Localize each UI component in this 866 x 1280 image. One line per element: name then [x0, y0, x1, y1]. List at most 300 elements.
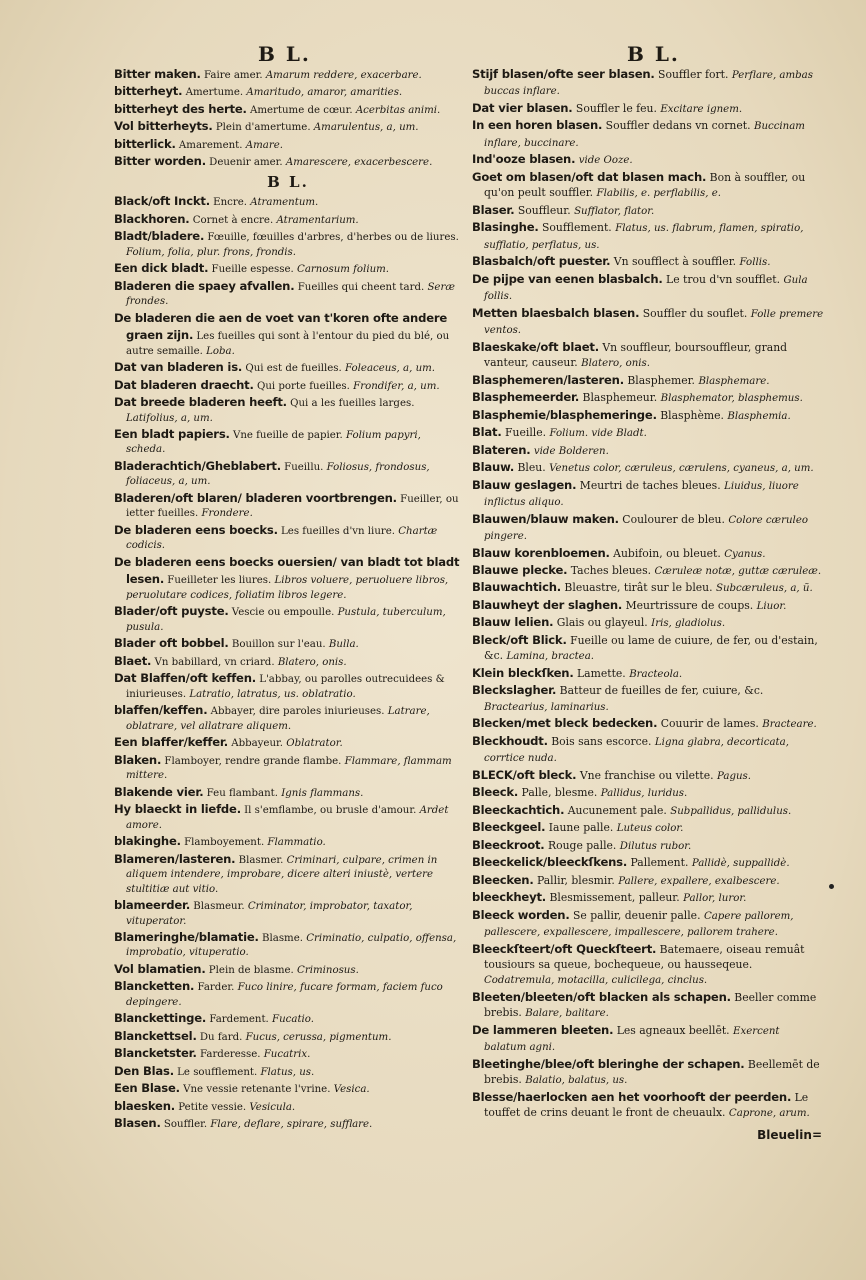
entry-latin-gloss: Ignis flammans. [281, 787, 364, 799]
entry-headword: De pijpe van eenen blasbalch. [472, 271, 663, 286]
entry-latin-gloss: Flabilis, e. perflabilis, e. [596, 188, 722, 200]
entry-french-gloss: Beeller comme brebis. [484, 990, 817, 1020]
entry-headword: De bladeren eens boecks. [114, 522, 278, 537]
entry-headword: Bladeren die spaey afvallen. [114, 278, 295, 293]
entry-french-gloss: Abbayer, dire paroles iniurieuses. [207, 706, 388, 718]
dictionary-entry [114, 136, 462, 153]
entry-headword: Bitter worden. [114, 154, 206, 169]
left-column [114, 66, 462, 1133]
entry-latin-gloss: Excitare ignem. [660, 103, 743, 115]
entry-french-gloss: Fueilleter les liures. [164, 575, 275, 587]
entry-headword: Dat breede bladeren heeft. [114, 395, 287, 410]
entry-headword: Bleeckgeel. [472, 820, 546, 835]
entry-french-gloss: Blasphemer. [623, 373, 699, 387]
entry-french-gloss: Bois sans escorce. [547, 734, 655, 748]
entry-french-gloss: Vne franchise ou vilette. [576, 768, 717, 782]
entry-french-gloss: Feu flambant. [203, 787, 282, 799]
dictionary-entry [114, 310, 462, 359]
entry-latin-gloss: Folium papyri, scheda. [126, 429, 421, 456]
dictionary-entry [472, 941, 824, 989]
entry-headword: Blackhoren. [114, 211, 190, 226]
entry-headword: Ind'ooze blasen. [472, 152, 576, 167]
entry-headword: bitterheyt des herte. [114, 101, 247, 116]
dictionary-entry [114, 734, 462, 751]
dictionary-entry [114, 833, 462, 850]
entry-french-gloss: Vn soufflect à souffler. [610, 255, 740, 269]
entry-headword: Dat vier blasen. [472, 100, 573, 115]
dictionary-entry [472, 837, 824, 854]
dictionary-entry [114, 153, 462, 170]
entry-french-gloss: Blasmeur. [190, 901, 248, 913]
entry-french-gloss: Se pallir, deuenir palle. [569, 908, 704, 922]
dictionary-entry [472, 767, 824, 784]
entry-french-gloss: Cornet à encre. [189, 214, 277, 226]
dictionary-entry [472, 1022, 824, 1056]
dictionary-entry [472, 854, 824, 871]
entry-latin-gloss: Flatus, us. [260, 1066, 315, 1078]
entry-headword: Bleeck. [472, 785, 519, 800]
entry-latin-gloss: Flammatio. [267, 837, 326, 849]
entry-latin-gloss: Carnosum folium. [297, 264, 390, 276]
entry-headword: Blasen. [114, 1116, 161, 1131]
dictionary-entry [114, 1045, 462, 1062]
entry-french-gloss: Palle, blesme. [518, 786, 601, 800]
entry-latin-gloss: Atramentarium. [276, 214, 359, 226]
dictionary-entry [472, 100, 824, 117]
entry-latin-gloss: vide Ooze. [578, 155, 633, 167]
dictionary-entry [472, 372, 824, 389]
entry-french-gloss: Vne fueille de papier. [229, 429, 346, 441]
entry-headword: Den Blas. [114, 1063, 174, 1078]
entry-headword: Een Blase. [114, 1081, 180, 1096]
entry-french-gloss: Batteur de fueilles de fer, cuiure, &c. [556, 684, 764, 698]
entry-french-gloss: Amertume. [182, 87, 247, 99]
entry-headword: Blasphemeerder. [472, 390, 580, 405]
dictionary-entry [472, 562, 824, 579]
entry-headword: Blader/oft puyste. [114, 604, 229, 619]
entry-headword: Een dick bladt. [114, 261, 209, 276]
entry-headword: Blecken/met bleck bedecken. [472, 716, 658, 731]
dictionary-entry [114, 83, 462, 100]
dictionary-entry [472, 665, 824, 682]
entry-headword: Klein bleckſken. [472, 665, 574, 680]
dictionary-entry [472, 339, 824, 372]
entry-french-gloss: Souffleur. [514, 203, 575, 217]
entry-headword: Dat Blaffen/oft keffen. [114, 671, 256, 686]
entry-latin-gloss: Amaritudo, amaror, amarities. [246, 87, 403, 99]
entry-french-gloss: Le trou d'vn soufflet. [662, 272, 784, 286]
entry-latin-gloss: Blasphemia. [727, 410, 791, 422]
entry-latin-gloss: Frondere. [201, 508, 253, 520]
dictionary-entry [472, 733, 824, 767]
entry-french-gloss: Plein d'amertume. [212, 122, 314, 134]
entry-headword: Blanckettinge. [114, 1011, 207, 1026]
entry-latin-gloss: Fucus, cerussa, pigmentum. [245, 1031, 392, 1043]
entry-latin-gloss: Amarescere, exacerbescere. [285, 157, 433, 169]
entry-latin-gloss: Perflare, ambas buccas inflare. [484, 70, 813, 98]
dictionary-entry [472, 407, 824, 424]
dictionary-entry [114, 458, 462, 490]
dictionary-entry [114, 784, 462, 801]
entry-latin-gloss: Folium, folia, plur. frons, frondis. [126, 246, 297, 258]
entry-latin-gloss: Atramentum. [250, 197, 319, 209]
entry-headword: Bleck/oft Blick. [472, 632, 567, 647]
entry-french-gloss: Amertume de cœur. [246, 104, 356, 116]
entry-latin-gloss: Amarulentus, a, um. [313, 122, 419, 134]
dictionary-entry [114, 897, 462, 929]
entry-headword: Bleckslagher. [472, 683, 557, 698]
entry-latin-gloss: Ligna glabra, decorticata, corrtice nuda. [484, 736, 789, 765]
dictionary-entry [114, 522, 462, 554]
entry-headword: Blaken. [114, 752, 162, 767]
entry-headword: In een horen blasen. [472, 118, 603, 133]
entry-latin-gloss: Vesica. [333, 1084, 370, 1096]
entry-latin-gloss: Criminosus. [297, 964, 359, 976]
entry-french-gloss: Iaune palle. [545, 821, 617, 835]
dictionary-entry [472, 989, 824, 1022]
entry-latin-gloss: Foleaceus, a, um. [345, 363, 436, 375]
dictionary-entry [114, 978, 462, 1010]
entry-french-gloss: Aucunement pale. [564, 803, 671, 817]
entry-headword: blameerder. [114, 898, 191, 913]
dictionary-entry [472, 442, 824, 459]
entry-french-gloss: Qui porte fueilles. [253, 380, 354, 392]
entry-headword: bitterheyt. [114, 84, 183, 99]
dictionary-entry [114, 752, 462, 784]
entry-french-gloss: Plein de blasme. [205, 964, 298, 976]
entry-latin-gloss: Fucatio. [272, 1014, 315, 1026]
entry-headword: Blesse/haerlocken aen het voorhooft der peerden. [472, 1089, 792, 1104]
entry-french-gloss: Farderesse. [196, 1049, 264, 1061]
entry-french-gloss: Flamboyer, rendre grande flambe. [161, 755, 345, 767]
entry-latin-gloss: Bracteola. [629, 668, 683, 680]
entry-latin-gloss: Loba. [206, 345, 235, 357]
entry-french-gloss: Fueillu. [280, 461, 327, 473]
entry-headword: Blauwachtich. [472, 580, 561, 595]
entry-latin-gloss: Colore cæruleo pingere. [484, 514, 808, 543]
entry-french-gloss: Vne vessie retenante l'vrine. [179, 1084, 334, 1096]
entry-latin-gloss: Venetus color, cæruleus, cærulens, cyaneus, a, um. [549, 463, 814, 475]
entry-french-gloss: Meurtri de taches bleues. [576, 478, 725, 492]
dictionary-entry [472, 389, 824, 406]
entry-headword: De bladeren die aen de voet van t'koren ofte andere graen zijn. [114, 310, 448, 343]
entry-headword: Blasphemeren/lasteren. [472, 372, 624, 387]
dictionary-entry [114, 603, 462, 635]
entry-french-gloss: Coulourer de bleu. [618, 512, 729, 526]
entry-latin-gloss: Liuor. [756, 600, 787, 612]
entry-french-gloss: Farder. [194, 982, 238, 994]
dictionary-entry [114, 260, 462, 277]
entry-french-gloss: Bleu. [514, 461, 550, 475]
entry-latin-gloss: Oblatrator. [286, 738, 343, 750]
dictionary-entry [472, 682, 824, 715]
entry-french-gloss: Souffler dedans vn cornet. [602, 119, 754, 133]
entry-latin-gloss: Vesicula. [249, 1101, 296, 1113]
entry-french-gloss: Fueille. [501, 426, 550, 440]
dictionary-entry [472, 1089, 824, 1122]
entry-latin-gloss: Balare, balitare. [525, 1008, 609, 1020]
dictionary-entry [472, 802, 824, 819]
entry-french-gloss: Les agneaux beellēt. [613, 1023, 734, 1037]
entry-latin-gloss: Criminator, improbator, taxator, vituperator. [126, 901, 413, 927]
entry-headword: Dat van bladeren is. [114, 360, 243, 375]
entry-latin-gloss: Cyanus. [724, 548, 766, 560]
entry-french-gloss: Amarement. [175, 139, 246, 151]
entry-french-gloss: Rouge palle. [544, 838, 620, 852]
entry-french-gloss: Vescie ou empoulle. [228, 607, 338, 619]
entry-french-gloss: Blasme. [258, 933, 307, 944]
entry-headword: Vol bitterheyts. [114, 119, 213, 134]
dictionary-entry [472, 219, 824, 253]
entry-latin-gloss: Fuco linire, fucare formam, faciem fuco depingere. [126, 982, 443, 1008]
entry-latin-gloss: Chartæ codicis. [126, 525, 438, 552]
entry-headword: Blauw. [472, 460, 515, 475]
dictionary-entry [114, 359, 462, 376]
entry-latin-gloss: Codatremula, motacilla, culicilega, cinclus. [484, 975, 708, 987]
entry-french-gloss: Blesmissement, palleur. [546, 891, 684, 905]
entry-headword: Blateren. [472, 442, 531, 457]
right-column-entries [472, 66, 824, 1122]
dictionary-entry [472, 511, 824, 545]
entry-french-gloss: Encre. [209, 197, 251, 209]
entry-french-gloss: Le soufflement. [173, 1066, 261, 1078]
dictionary-entry [114, 1080, 462, 1097]
dictionary-entry [472, 715, 824, 732]
entry-headword: Blat. [472, 425, 502, 440]
entry-headword: blaffen/keffen. [114, 703, 208, 718]
entry-french-gloss: Lamette. [573, 666, 630, 680]
dictionary-entry [114, 702, 462, 734]
dictionary-entry [472, 66, 824, 100]
dictionary-entry [472, 477, 824, 511]
entry-latin-gloss: Latratio, latratus, us. oblatratio. [189, 688, 356, 700]
entry-headword: Bleeck worden. [472, 907, 570, 922]
entry-headword: Een blaffer/keffer. [114, 735, 228, 750]
dictionary-entry [472, 1056, 824, 1089]
entry-headword: Bitter maken. [114, 67, 201, 81]
entry-headword: Bleeckſteert/oft Queckſteert. [472, 941, 657, 956]
entry-latin-gloss: Caprone, arum. [728, 1108, 810, 1120]
entry-latin-gloss: Pallere, expallere, exalbescere. [618, 875, 780, 887]
entry-latin-gloss: Acerbitas animi. [355, 104, 441, 116]
section-subheading: B L. [267, 172, 309, 191]
dictionary-entry [114, 66, 462, 83]
entry-latin-gloss: vide Bolderen. [533, 445, 609, 457]
entry-headword: Bleeckelick/bleeckſkens. [472, 855, 628, 870]
entry-french-gloss: Souffler du souflet. [639, 306, 751, 320]
entry-french-gloss: Glais ou glayeul. [553, 616, 652, 630]
entry-headword: Stijf blasen/ofte seer blasen. [472, 67, 655, 81]
dictionary-entry [114, 193, 462, 210]
entry-headword: Blaet. [114, 653, 152, 668]
dictionary-entry [114, 228, 462, 260]
entry-french-gloss: Vn babillard, vn criard. [151, 656, 278, 668]
entry-french-gloss: Fueille ou lame de cuiure, de fer, ou d'estain, &c. [484, 633, 818, 663]
entry-french-gloss: Flamboyement. [180, 837, 268, 849]
entry-headword: Bleeten/bleeten/oft blacken als schapen. [472, 989, 731, 1004]
entry-french-gloss: Aubifoin, ou bleuet. [609, 546, 725, 560]
entry-french-gloss: Couurir de lames. [657, 717, 763, 731]
dictionary-entry [472, 424, 824, 441]
entry-latin-gloss: Subpallidus, pallidulus. [670, 805, 792, 817]
entry-latin-gloss: Criminatio, culpatio, offensa, improbatio, vituperatio. [126, 933, 457, 959]
dictionary-entry [472, 907, 824, 941]
dictionary-entry [114, 101, 462, 118]
entry-headword: Blauwen/blauw maken. [472, 511, 619, 526]
entry-french-gloss: Souffler le feu. [572, 101, 661, 115]
entry-latin-gloss: Exercent balatum agni. [484, 1025, 780, 1054]
dictionary-entry [114, 394, 462, 426]
dictionary-entry [472, 271, 824, 305]
entry-french-gloss: Blasmer. [235, 854, 287, 866]
entry-headword: Goet om blasen/oft dat blasen mach. [472, 169, 707, 184]
dictionary-entry [472, 202, 824, 219]
entry-french-gloss: Les fueilles qui sont à l'entour du pied du blé, ou autre semaille. [126, 331, 450, 357]
entry-latin-gloss: Blatero, onis. [277, 656, 347, 668]
entry-headword: bitterlick. [114, 136, 176, 151]
entry-latin-gloss: Balatio, balatus, us. [525, 1075, 628, 1087]
entry-latin-gloss: Amare. [245, 139, 283, 151]
entry-latin-gloss: Subcæruleus, a, ũ. [716, 583, 813, 595]
entry-headword: Blaser. [472, 202, 515, 217]
entry-french-gloss: Abbayeur. [227, 738, 287, 750]
dictionary-entry [472, 889, 824, 906]
entry-latin-gloss: Bulla. [328, 639, 359, 651]
entry-headword: Metten blaesbalch blasen. [472, 305, 640, 320]
dictionary-entry [472, 545, 824, 562]
dictionary-entry [114, 670, 462, 702]
entry-french-gloss: Qui a les fueilles larges. [286, 398, 415, 410]
entry-headword: Blader oft bobbel. [114, 636, 229, 651]
entry-headword: Blasinghe. [472, 220, 539, 235]
dictionary-entry [472, 784, 824, 801]
entry-latin-gloss: Foliosus, frondosus, foliaceus, a, um. [126, 461, 430, 488]
entry-french-gloss: Soufflement. [538, 221, 616, 235]
entry-french-gloss: Blasphemeur. [579, 391, 661, 405]
entry-latin-gloss: Seræ frondes. [126, 281, 455, 308]
entry-headword: Blauw lelien. [472, 615, 554, 630]
entry-headword: Vol blamatien. [114, 961, 206, 976]
entry-latin-gloss: Pallidè, suppallidè. [691, 858, 790, 870]
entry-latin-gloss: Criminari, culpare, crimen in aliquem intendere, improbare, dicere alteri iniustè, vertere stultitiæ aut vitio. [126, 854, 438, 895]
entry-latin-gloss: Luteus color. [616, 823, 684, 835]
entry-french-gloss: Fueiller, ou ietter fueilles. [126, 493, 459, 520]
entry-latin-gloss: Sufflator, flator. [574, 205, 655, 217]
entry-headword: Blauwe plecke. [472, 562, 568, 577]
dictionary-entry [472, 305, 824, 339]
dictionary-entry [114, 278, 462, 310]
dictionary-entry [114, 377, 462, 394]
entry-latin-gloss: Frondifer, a, um. [353, 380, 440, 392]
entry-latin-gloss: Bracteare. [762, 719, 817, 731]
entry-headword: Blancketster. [114, 1046, 197, 1061]
entry-headword: bleeckheyt. [472, 890, 547, 905]
entry-french-gloss: Souffler fort. [654, 68, 732, 81]
entry-headword: Blauw korenbloemen. [472, 545, 610, 560]
entry-latin-gloss: Fucatrix. [263, 1049, 311, 1061]
entry-headword: Een bladt papiers. [114, 426, 230, 441]
entry-headword: Bladt/bladere. [114, 229, 205, 244]
dictionary-entry [472, 151, 824, 168]
dictionary-entry [114, 490, 462, 522]
entry-french-gloss: Les fueilles d'vn liure. [277, 525, 399, 537]
entry-french-gloss: Pallement. [627, 856, 692, 870]
entry-french-gloss: Beellemēt de brebis. [484, 1057, 820, 1087]
running-head-left: B L. [258, 42, 311, 66]
entry-headword: Bleckhoudt. [472, 733, 548, 748]
entry-headword: Blameringhe/blamatie. [114, 930, 259, 944]
dictionary-entry [114, 851, 462, 897]
dictionary-entry [114, 635, 462, 652]
entry-latin-gloss: Flare, deflare, spirare, sufflare. [210, 1119, 373, 1131]
dictionary-entry [114, 211, 462, 228]
dictionary-entry [472, 614, 824, 631]
dictionary-entry [472, 579, 824, 596]
entry-french-gloss: Bleuastre, tirât sur le bleu. [561, 581, 716, 595]
entry-latin-gloss: Latifolius, a, um. [126, 412, 213, 424]
dictionary-entry [472, 819, 824, 836]
entry-headword: Hy blaeckt in liefde. [114, 802, 241, 817]
entry-latin-gloss: Latrare, oblatrare, vel allatrare aliquem. [126, 706, 430, 732]
dictionary-entry [114, 929, 462, 961]
entry-french-gloss: Batemaere, oiseau remuât tousiours sa queue, bochequeue, ou hausseqeue. [484, 942, 805, 972]
dictionary-entry [472, 117, 824, 151]
dictionary-entry [472, 253, 824, 270]
entry-latin-gloss: Dilutus rubor. [619, 840, 692, 852]
entry-latin-gloss: Pagus. [716, 770, 752, 782]
entry-headword: Bleeckachtich. [472, 802, 565, 817]
entry-latin-gloss: Blasphemare. [698, 375, 770, 387]
entry-latin-gloss: Liuidus, liuore inflictus aliquo. [484, 480, 799, 509]
dictionary-entry [114, 554, 462, 603]
entry-french-gloss: Petite vessie. [174, 1101, 250, 1113]
entry-latin-gloss: Ardet amore. [126, 805, 449, 831]
entry-french-gloss: Deuenir amer. [205, 157, 286, 169]
dictionary-entry [114, 801, 462, 833]
entry-latin-gloss: Follis. [739, 257, 771, 269]
entry-latin-gloss: Blatero, onis. [581, 358, 651, 370]
dictionary-entry [472, 632, 824, 665]
entry-headword: Blauwheyt der slaghen. [472, 597, 623, 612]
entry-headword: Blanckettsel. [114, 1028, 197, 1043]
entry-headword: Blasbalch/oft puester. [472, 254, 611, 269]
entry-french-gloss: Fœuille, fœuilles d'arbres, d'herbes ou de liures. [204, 232, 459, 244]
entry-latin-gloss: Cæruleæ notæ, guttæ cæruleæ. [654, 565, 822, 577]
entry-latin-gloss: Amarum reddere, exacerbare. [265, 70, 422, 81]
dictionary-entry [472, 459, 824, 476]
entry-latin-gloss: Gula follis. [484, 274, 808, 303]
entry-latin-gloss: Libros voluere, peruoluere libros, peruolutare codices, foliatim libros legere. [126, 575, 449, 601]
entry-french-gloss: Qui est de fueilles. [242, 363, 346, 375]
margin-dot [829, 884, 834, 889]
entry-headword: Bladerachtich/Gheblabert. [114, 458, 281, 473]
entry-latin-gloss: Bractearius, laminarius. [484, 701, 609, 713]
entry-french-gloss: Fueille espesse. [208, 264, 298, 276]
entry-latin-gloss: Flatus, us. flabrum, flamen, spiratio, sufflatio, perflatus, us. [484, 223, 804, 251]
entry-french-gloss: Bon à souffler, ou qu'on peult souffler. [484, 170, 806, 200]
right-column [472, 66, 824, 1122]
entry-headword: Blakende vier. [114, 784, 204, 799]
catchword: Bleuelin= [757, 1128, 822, 1142]
dictionary-entry [114, 961, 462, 978]
dictionary-entry [114, 1010, 462, 1027]
entry-headword: De lammeren bleeten. [472, 1022, 614, 1037]
left-column-entries [114, 193, 462, 1133]
entry-latin-gloss: Folle premere ventos. [484, 308, 824, 337]
entry-latin-gloss: Flammare, flammam mittere. [126, 755, 452, 782]
entry-headword: Blasphemie/blasphemeringe. [472, 407, 657, 422]
entry-french-gloss: Du fard. [196, 1031, 246, 1043]
